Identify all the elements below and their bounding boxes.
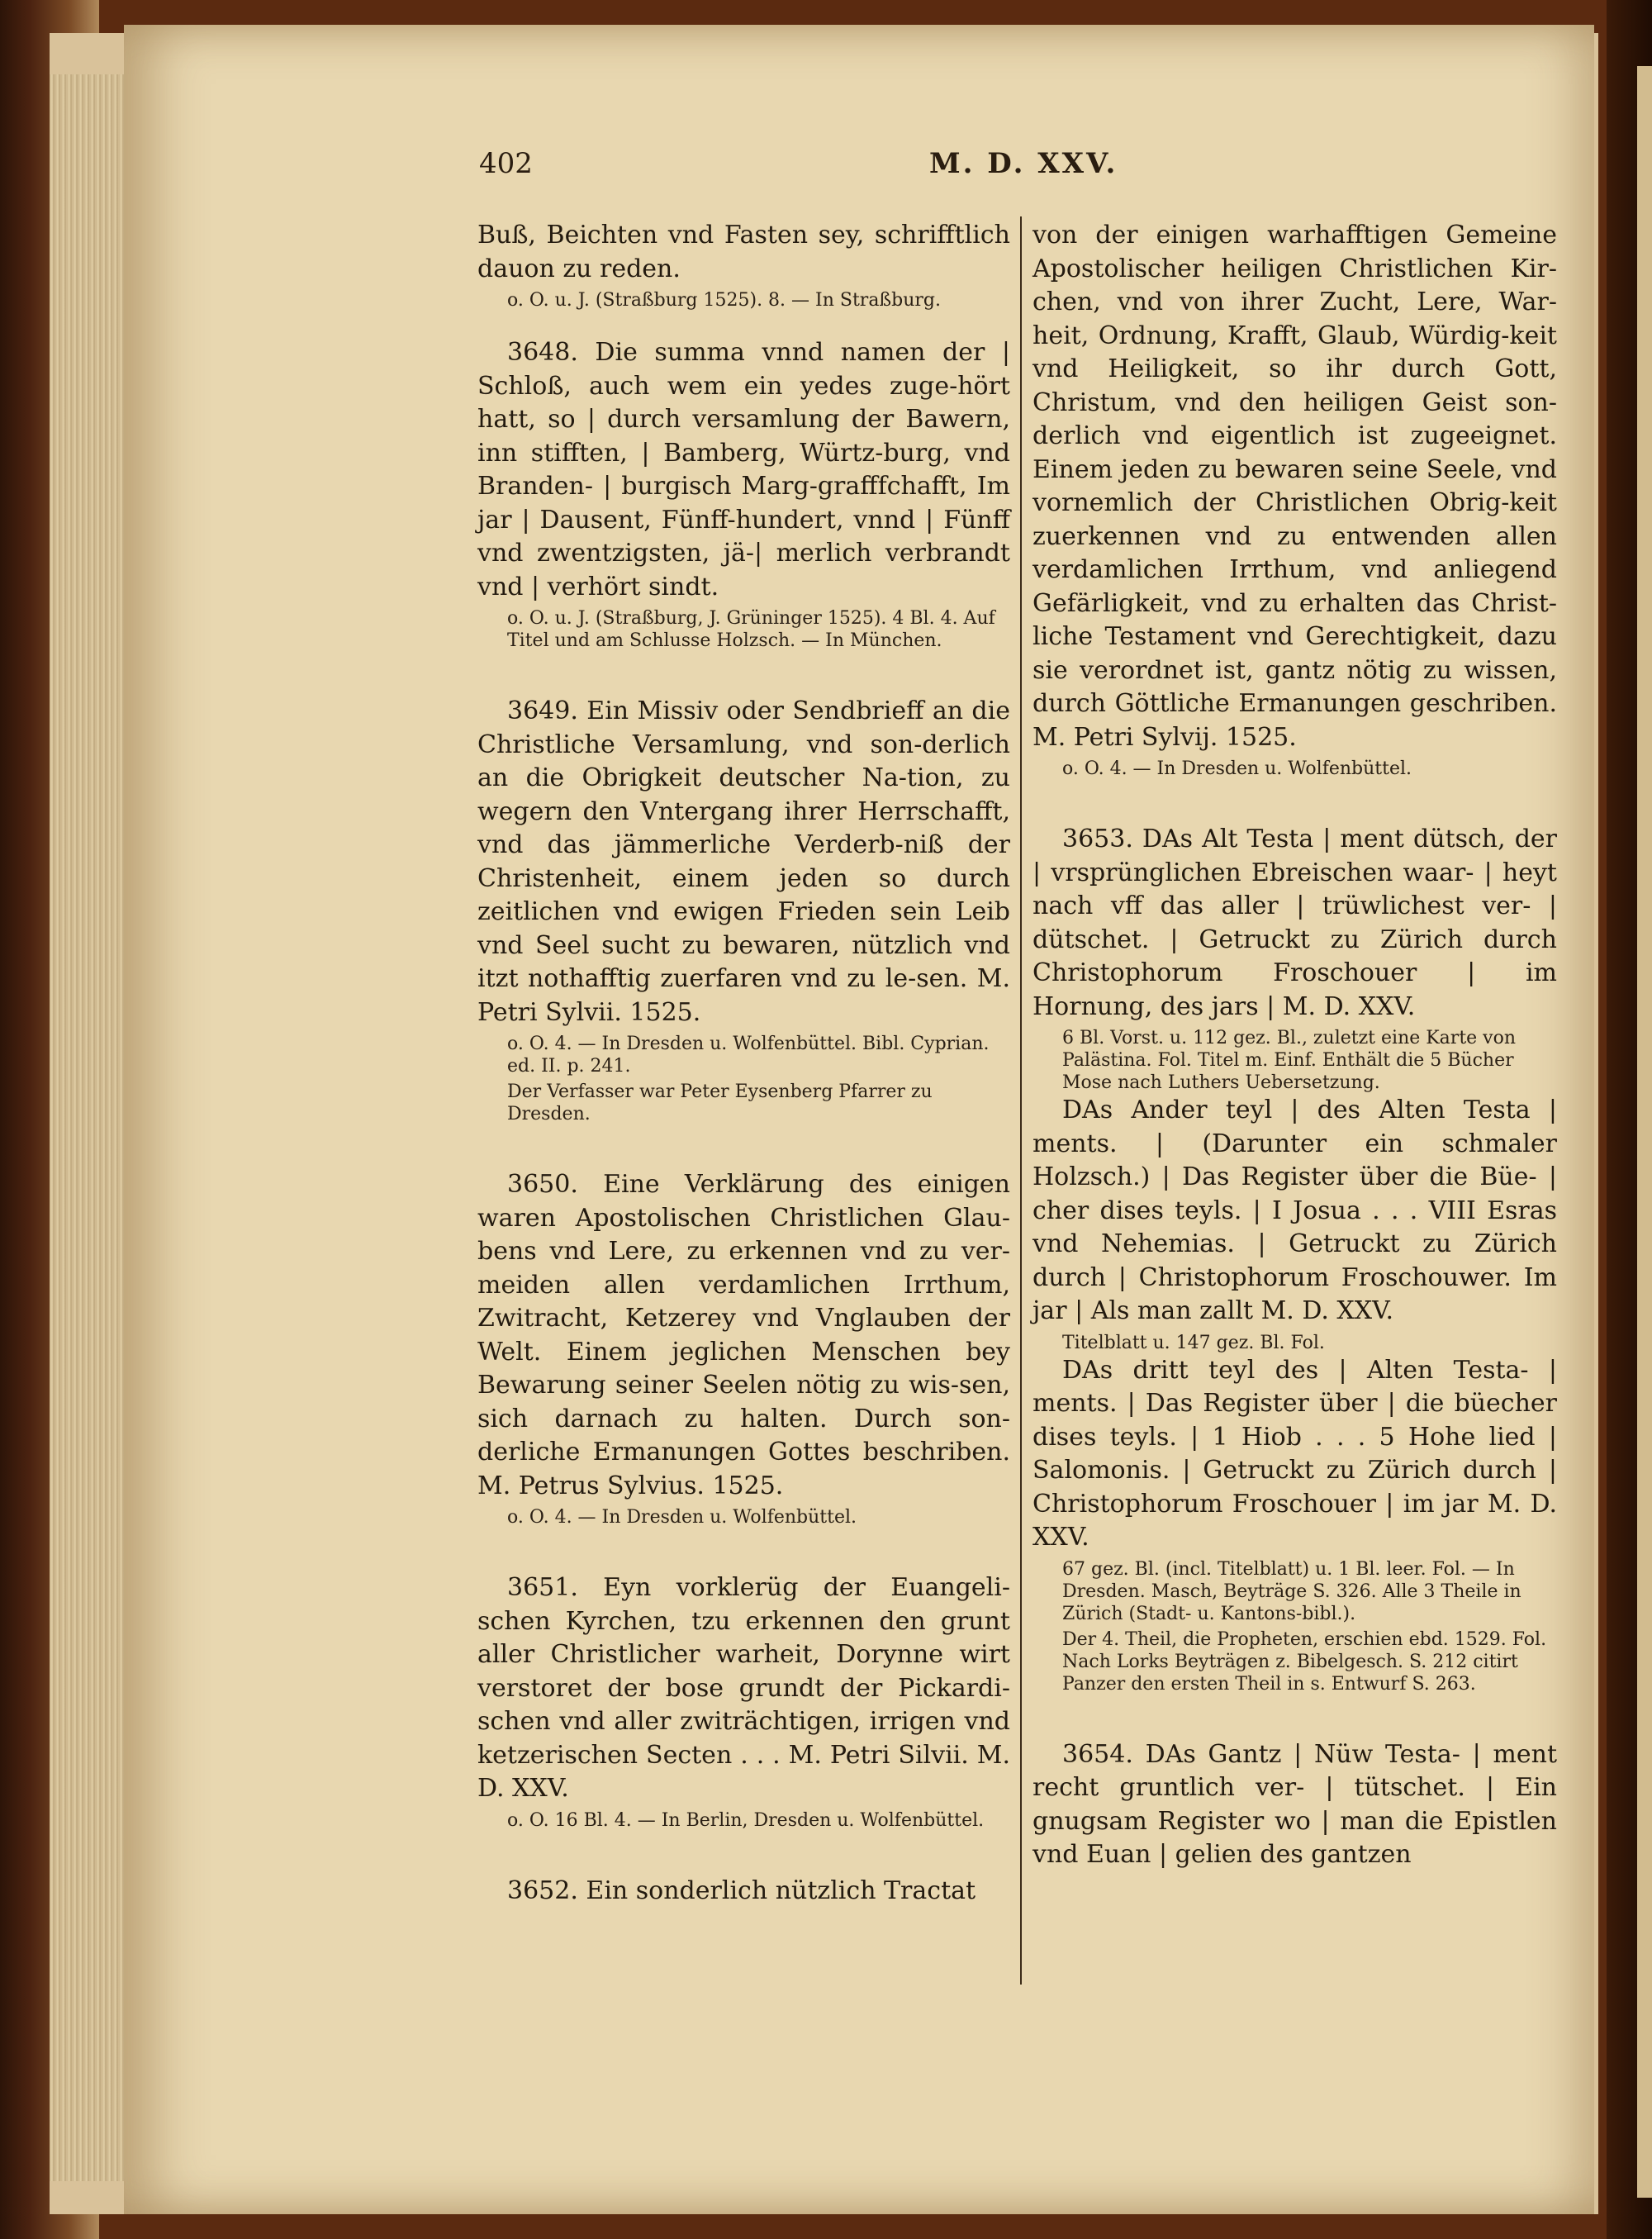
entry-text: DAs Ander teyl | des Alten Testa | ments. | (Darunter ein schmaler Holzsch.) | Das Register über die Büe- | cher dises teyls. | I Josua . . . VIII Esras vnd Nehemias. | Getruckt zu Zürich durch | Christophorum Froschouwer. Im jar | Als man zallt M. D. XXV. <box>1032 1096 1557 1325</box>
entry-text: Buß, Beichten vnd Fasten sey, schrifftlich dauon zu reden. <box>477 221 1010 283</box>
entry-3651 <box>477 1571 1010 1832</box>
page-number: 402 <box>479 147 533 180</box>
entry-3653 <box>1032 823 1557 1695</box>
entry-text: 3652. Ein sonderlich nützlich Tractat <box>507 1875 976 1905</box>
entry-text: 3653. DAs Alt Testa | ment dütsch, der | vrsprünglichen Ebreischen waar- | heyt nach vff das aller | trüwlichest ver- | dütschet. | Getruckt zu Zürich durch Christophorum Froschouer | im Hornung, des jars | M. D. XXV. <box>1032 825 1557 1021</box>
entry-continued <box>477 219 1010 311</box>
facing-page-edge <box>1637 66 1652 2198</box>
entry-3654 <box>1032 1738 1557 1872</box>
entry-note: 67 gez. Bl. (incl. Titelblatt) u. 1 Bl. leer. Fol. — In Dresden. Masch, Beyträge S. 326. Alle 3 Theile in Zürich (Stadt- u. Kantons-bibl.). <box>1062 1558 1521 1624</box>
entry-note: o. O. 4. — In Dresden u. Wolfenbüttel. <box>507 1507 857 1528</box>
entry-note: o. O. 16 Bl. 4. — In Berlin, Dresden u. Wolfenbüttel. <box>507 1809 985 1831</box>
entry-3652-continued <box>1032 219 1557 780</box>
entry-text: 3649. Ein Missiv oder Sendbrieff an die Christliche Versamlung, vnd son-derlich an die Obrigkeit deutscher Na-tion, zu wegern den Vntergang ihrer Herrschafft, vnd das jämmerliche Verderb-niß der Christenheit, einem jeden so durch zeitlichen vnd ewigen Frieden sein Leib vnd Seel sucht zu bewaren, nützlich vnd itzt nothafftig zuerfaren vnd zu le-sen. M. Petri Sylvii. 1525. <box>477 696 1010 1027</box>
entry-note: Titelblatt u. 147 gez. Bl. Fol. <box>1062 1332 1325 1353</box>
entry-3648 <box>477 336 1010 652</box>
entry-3650 <box>477 1168 1010 1528</box>
entry-text: 3650. Eine Verklärung des einigen waren Apostolischen Christlichen Glau-bens vnd Lere, zu erkennen vnd zu ver-meiden allen verdamlichen Irrthum, Zwitracht, Ketzerey vnd Vnglauben der Welt. Einem jeglichen Menschen bey Bewarung seiner Seelen nötig zu wis-sen, sich darnach zu halten. Durch son-derliche Ermanungen Gottes beschriben. M. Petrus Sylvius. 1525. <box>477 1170 1010 1500</box>
running-title: M. D. XXV. <box>929 147 1118 180</box>
entry-note: o. O. u. J. (Straßburg 1525). 8. — In Straßburg. <box>507 290 941 311</box>
entry-note: Der 4. Theil, die Propheten, erschien ebd. 1529. Fol. Nach Lorks Beyträgen z. Bibelgesch. S. 212 citirt Panzer den ersten Theil in s. Entwurf S. 263. <box>1062 1628 1547 1695</box>
entry-note: o. O. 4. — In Dresden u. Wolfenbüttel. <box>1062 758 1412 779</box>
entry-note: 6 Bl. Vorst. u. 112 gez. Bl., zuletzt eine Karte von Palästina. Fol. Titel m. Einf. Enthält die 5 Bücher Mose nach Luthers Uebersetzung. <box>1062 1028 1517 1093</box>
entry-note: o. O. u. J. (Straßburg, J. Grüninger 1525). 4 Bl. 4. Auf Titel und am Schlusse Holzsch. — In München. <box>507 608 995 651</box>
book-fore-edge <box>50 74 128 2181</box>
entry-3649 <box>477 695 1010 1125</box>
entry-text: 3651. Eyn vorklerüg der Euangeli-schen Kyrchen, tzu erkennen den grunt aller Christlicher warheit, Dorynne wirt verstoret der bose grundt der Pickardi-schen vnd aller zwiträchtigen, irrigen vnd ketzerischen Secten . . . M. Petri Silvii. M. D. XXV. <box>477 1573 1010 1803</box>
entry-note: o. O. 4. — In Dresden u. Wolfenbüttel. Bibl. Cyprian. ed. II. p. 241. <box>507 1034 990 1077</box>
entry-3652 <box>477 1875 1010 1909</box>
entry-text: 3648. Die summa vnnd namen der | Schloß, auch wem ein yedes zuge-hört hatt, so | durch versamlung der Bawern, inn stifften, | Bamberg, Würtz-burg, vnd Branden- | burgisch Marg-grafffchafft, Im jar | Dausent, Fünff-hundert, vnnd | Fünff vnd zwentzigsten, jä-| merlich verbrandt vnd | verhört sindt. <box>477 338 1010 601</box>
right-column <box>1032 219 1557 1915</box>
left-column <box>477 219 1010 1951</box>
column-divider <box>1020 216 1022 1985</box>
entry-text: 3654. DAs Gantz | Nüw Testa- | ment recht gruntlich ver- | tütschet. | Ein gnugsam Register wo | man die Epistlen vnd Euan | gelien des gantzen <box>1032 1739 1557 1869</box>
entry-note: Der Verfasser war Peter Eysenberg Pfarrer zu Dresden. <box>507 1081 933 1124</box>
entry-text: DAs dritt teyl des | Alten Testa- | ments. | Das Register über | die büecher dises teyls. | 1 Hiob . . . 5 Hohe lied | Salomonis. | Getruckt zu Zürich durch | Christophorum Froschouer | im jar M. D. XXV. <box>1032 1355 1557 1552</box>
entry-text: von der einigen warhafftigen Gemeine Apostolischer heiligen Christlichen Kir-chen, vnd von ihrer Zucht, Lere, War-heit, Ordnung, Krafft, Glaub, Würdig-keit vnd Heiligkeit, so ihr durch Gott, Christum, vnd den heiligen Geist son-derlich vnd eigentlich ist zugeeignet. Einem jeden zu bewaren seine Seele, vnd vornemlich der Christlichen Obrig-keit zuerkennen vnd zu entwenden allen verdamlichen Irrthum, vnd anliegend Gefärligkeit, vnd zu erhalten das Christ-liche Testament vnd Gerechtigkeit, dazu sie verordnet ist, gantz nötig zu wissen, durch Göttliche Ermanungen geschriben. M. Petri Sylvij. 1525. <box>1032 221 1557 752</box>
